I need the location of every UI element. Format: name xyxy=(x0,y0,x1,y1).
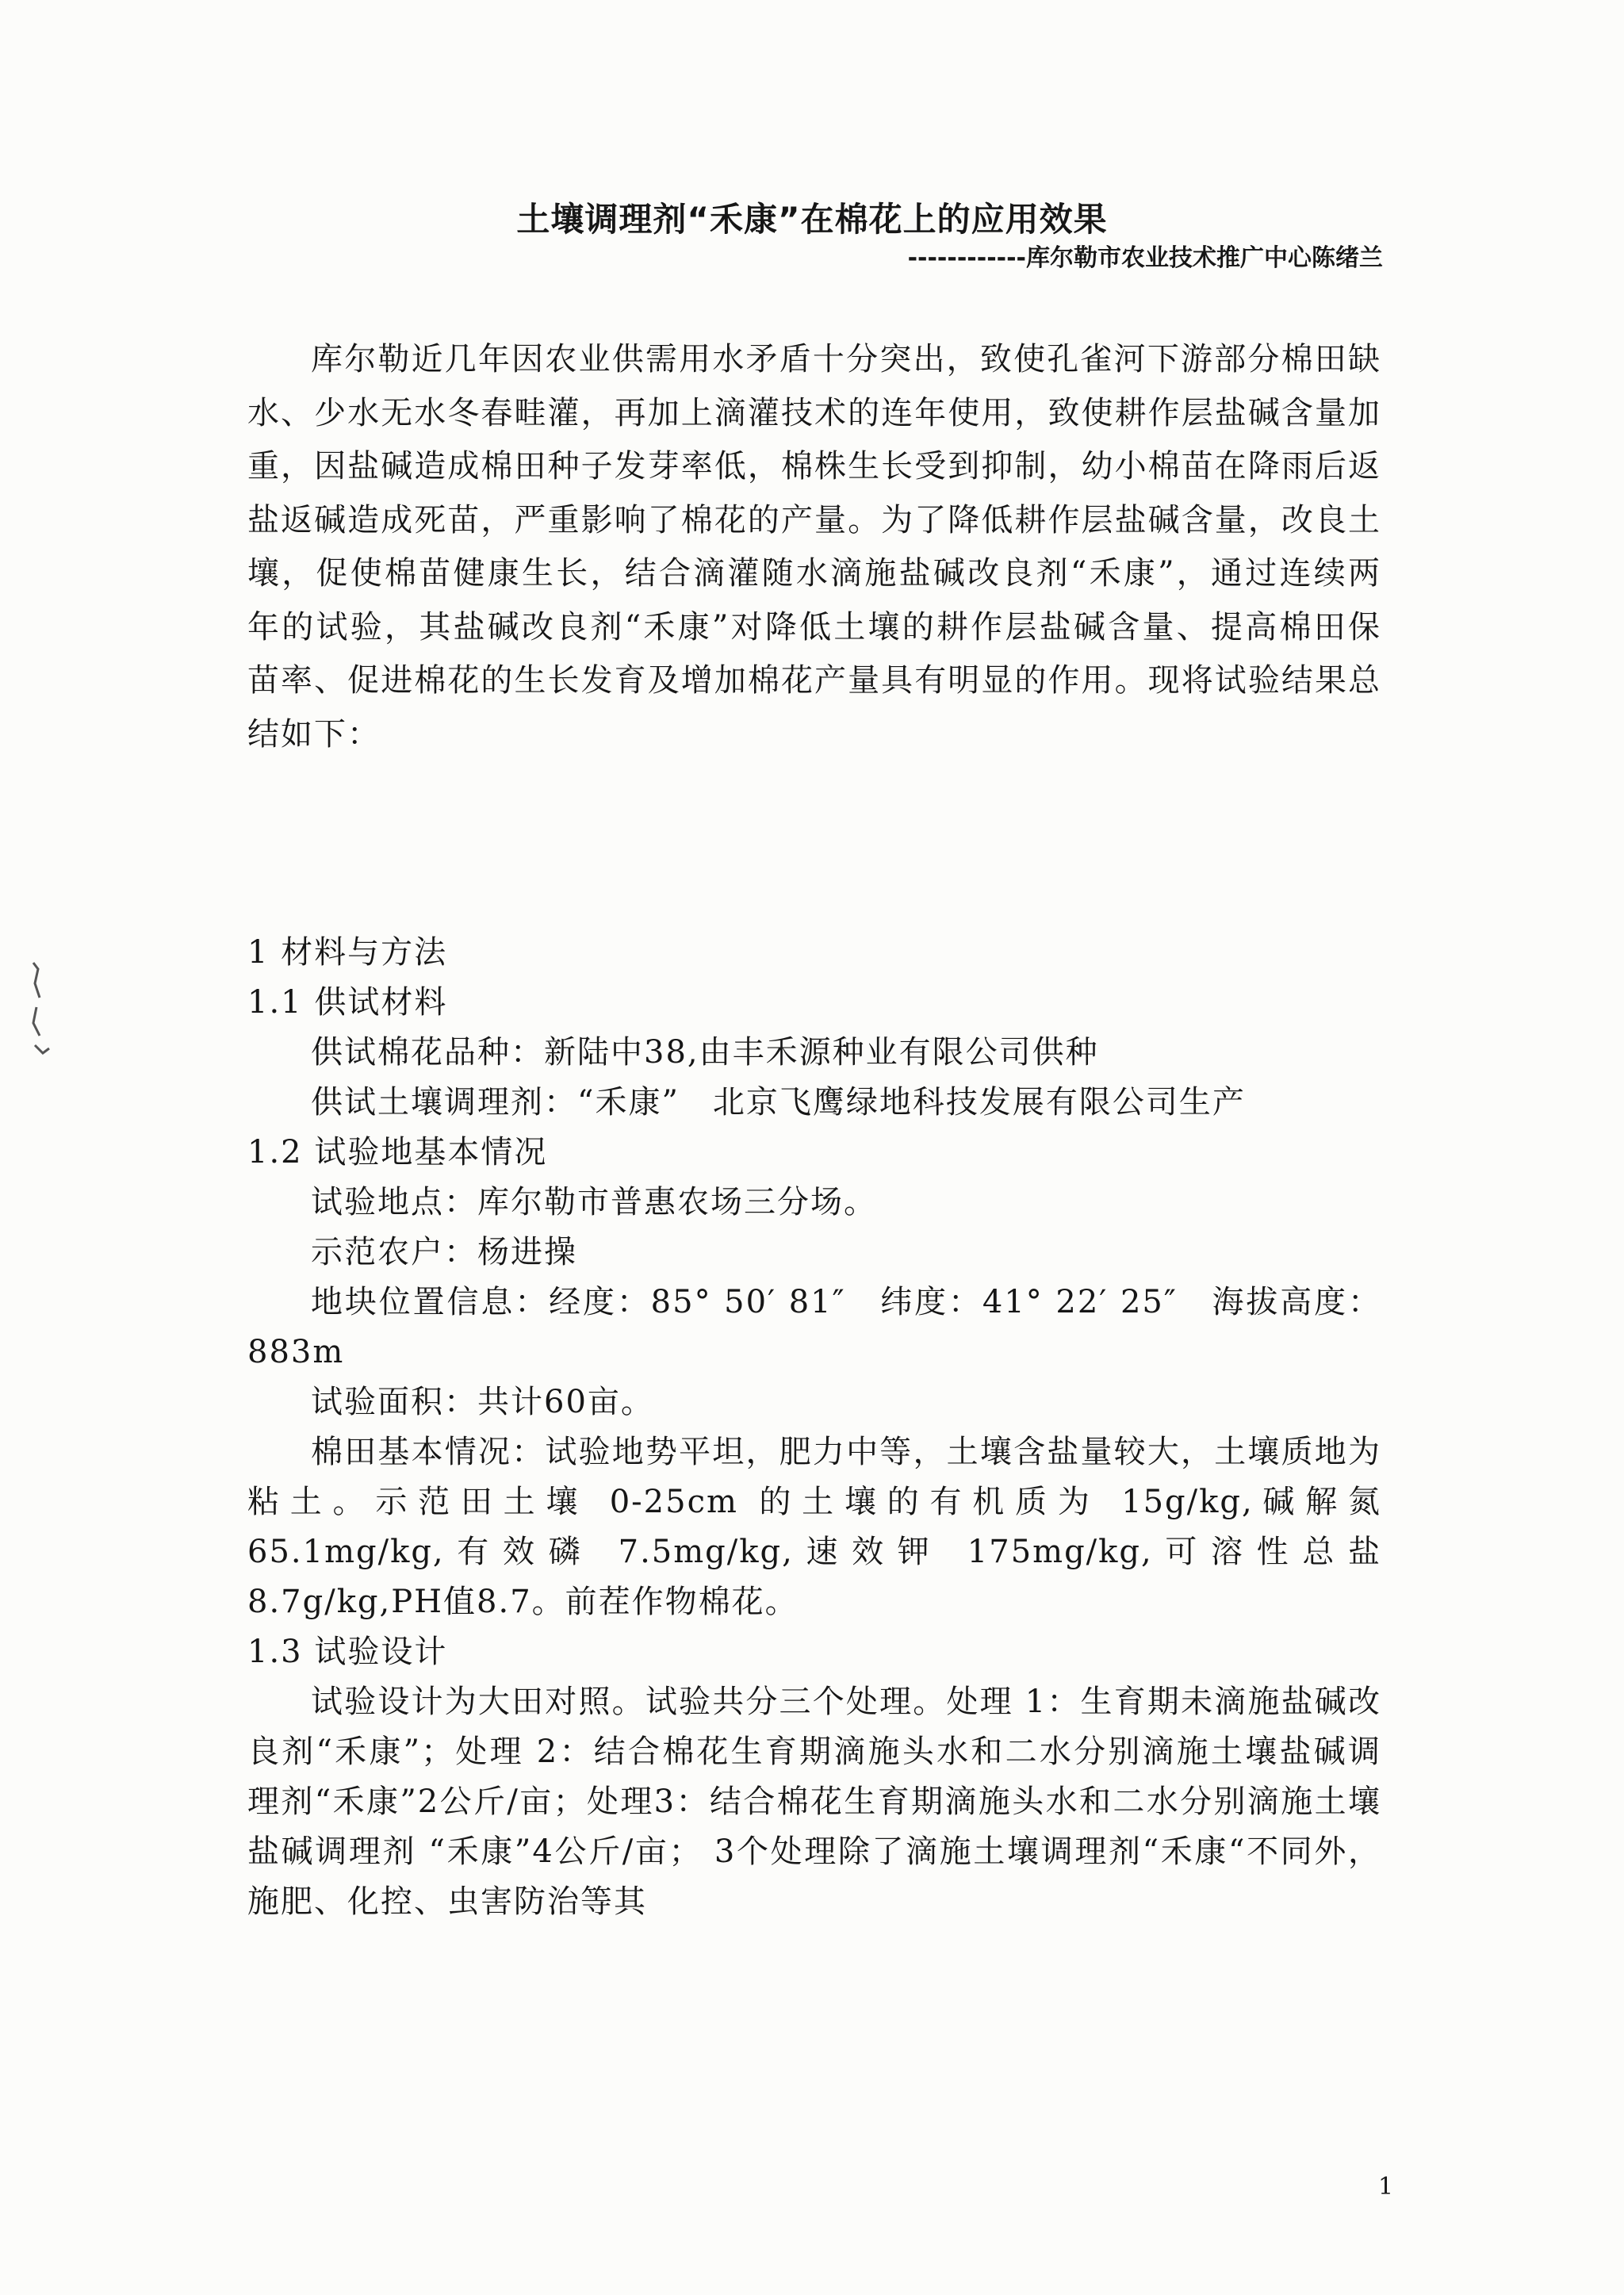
subsection-heading: 1.3 试验设计 xyxy=(247,1634,448,1670)
design-paragraph: 试验设计为大田对照。试验共分三个处理。处理 1：生育期未滴施盐碱改良剂“禾康”；处理 2：结合棉花生育期滴施头水和二水分别滴施土壤盐碱调理剂“禾康”2公斤/亩；处理3：结合棉花生育期滴施头水和二水分别滴施土壤盐碱调理剂 “禾康”4公斤/亩； 3个处理除了滴施土壤调理剂“禾康“不同外，施肥、化控、虫害防治等其 xyxy=(247,1684,1381,1920)
page-number: 1 xyxy=(1378,2173,1394,2201)
position-line: 地块位置信息：经度：85° 50′ 81″ 纬度：41° 22′ 25″ 海拔高度：883m xyxy=(247,1284,1381,1370)
subsection-heading: 1.1 供试材料 xyxy=(247,984,448,1021)
intro-paragraph: 库尔勒近几年因农业供需用水矛盾十分突出，致使孔雀河下游部分棉田缺水、少水无水冬春畦灌，再加上滴灌技术的连年使用，致使耕作层盐碱含量加重，因盐碱造成棉田种子发芽率低，棉株生长受到抑制，幼小棉苗在降雨后返盐返碱造成死苗，严重影响了棉花的产量。为了降低耕作层盐碱含量，改良土壤，促使棉苗健康生长，结合滴灌随水滴施盐碱改良剂“禾康”，通过连续两年的试验，其盐碱改良剂“禾康”对降低土壤的耕作层盐碱含量、提高棉田保苗率、促进棉花的生长发育及增加棉花产量具有明显的作用。现将试验结果总结如下： xyxy=(247,341,1381,753)
document-author: ------------库尔勒市农业技术推广中心陈绪兰 xyxy=(907,244,1383,272)
area-line: 试验面积：共计60亩。 xyxy=(311,1384,654,1420)
farmer-line: 示范农户：杨进操 xyxy=(311,1234,577,1270)
location-line: 试验地点：库尔勒市普惠农场三分场。 xyxy=(311,1184,877,1220)
variety-line: 供试棉花品种：新陆中38,由丰禾源种业有限公司供种 xyxy=(311,1034,1099,1071)
document-title: 土壤调理剂“禾康”在棉花上的应用效果 xyxy=(516,200,1108,239)
methods-section xyxy=(247,928,1381,1927)
intro-section xyxy=(247,333,1381,761)
section-heading: 1 材料与方法 xyxy=(247,934,448,971)
conditioner-line: 供试土壤调理剂：“禾康” 北京飞鹰绿地科技发展有限公司生产 xyxy=(311,1084,1246,1121)
subsection-heading: 1.2 试验地基本情况 xyxy=(247,1134,548,1170)
scan-mark-icon xyxy=(22,960,54,1063)
field-paragraph: 棉田基本情况：试验地势平坦，肥力中等，土壤含盐量较大，土壤质地为粘土。示范田土壤 0-25cm 的土壤的有机质为 15g/kg,碱解氮 65.1mg/kg,有效磷 7.5mg/kg,速效钾 175mg/kg,可溶性总盐 8.7g/kg,PH值8.7。前茬作物棉花。 xyxy=(247,1434,1381,1620)
